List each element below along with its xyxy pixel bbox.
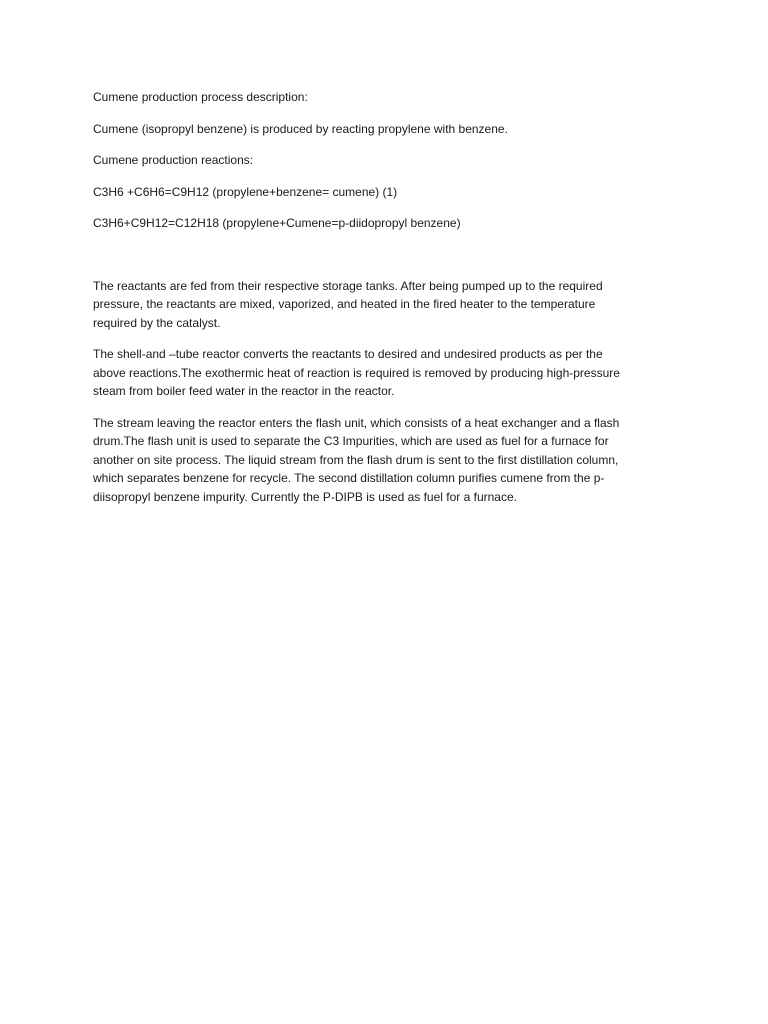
reaction-equation-1: C3H6 +C6H6=C9H12 (propylene+benzene= cumene) (1)	[93, 184, 398, 199]
reactions-heading: Cumene production reactions:	[93, 153, 254, 167]
document-heading: Cumene production process description:	[93, 90, 308, 104]
intro-text: Cumene (isopropyl benzene) is produced by reacting propylene with benzene.	[93, 121, 508, 136]
reaction-equation-2: C3H6+C9H12=C12H18 (propylene+Cumene=p-diidopropyl benzene)	[93, 216, 461, 230]
paragraph-reactor: The shell-and –tube reactor converts the reactants to desired and undesired products as per the above reactions.The exothermic heat of reaction is required is removed by producing high-pressure steam from boiler feed water in the reactor in the reactor.	[93, 347, 620, 398]
document-body	[93, 88, 683, 506]
paragraph-feed: The reactants are fed from their respective storage tanks. After being pumped up to the required pressure, the reactants are mixed, vaporized, and heated in the fired heater to the temperature required by the catalyst.	[93, 278, 603, 330]
paragraph-separation: The stream leaving the reactor enters the flash unit, which consists of a heat exchanger and a flash drum.The flash unit is used to separate the C3 Impurities, which are used as fuel for a furnace for another on site process. The liquid stream from the flash drum is sent to the first distillation column, which separates benzene for recycle. The second distillation column purifies cumene from the p- diisopropyl benzene impurity. Currently the P-DIPB is used as fuel for a furnace.	[93, 415, 620, 504]
